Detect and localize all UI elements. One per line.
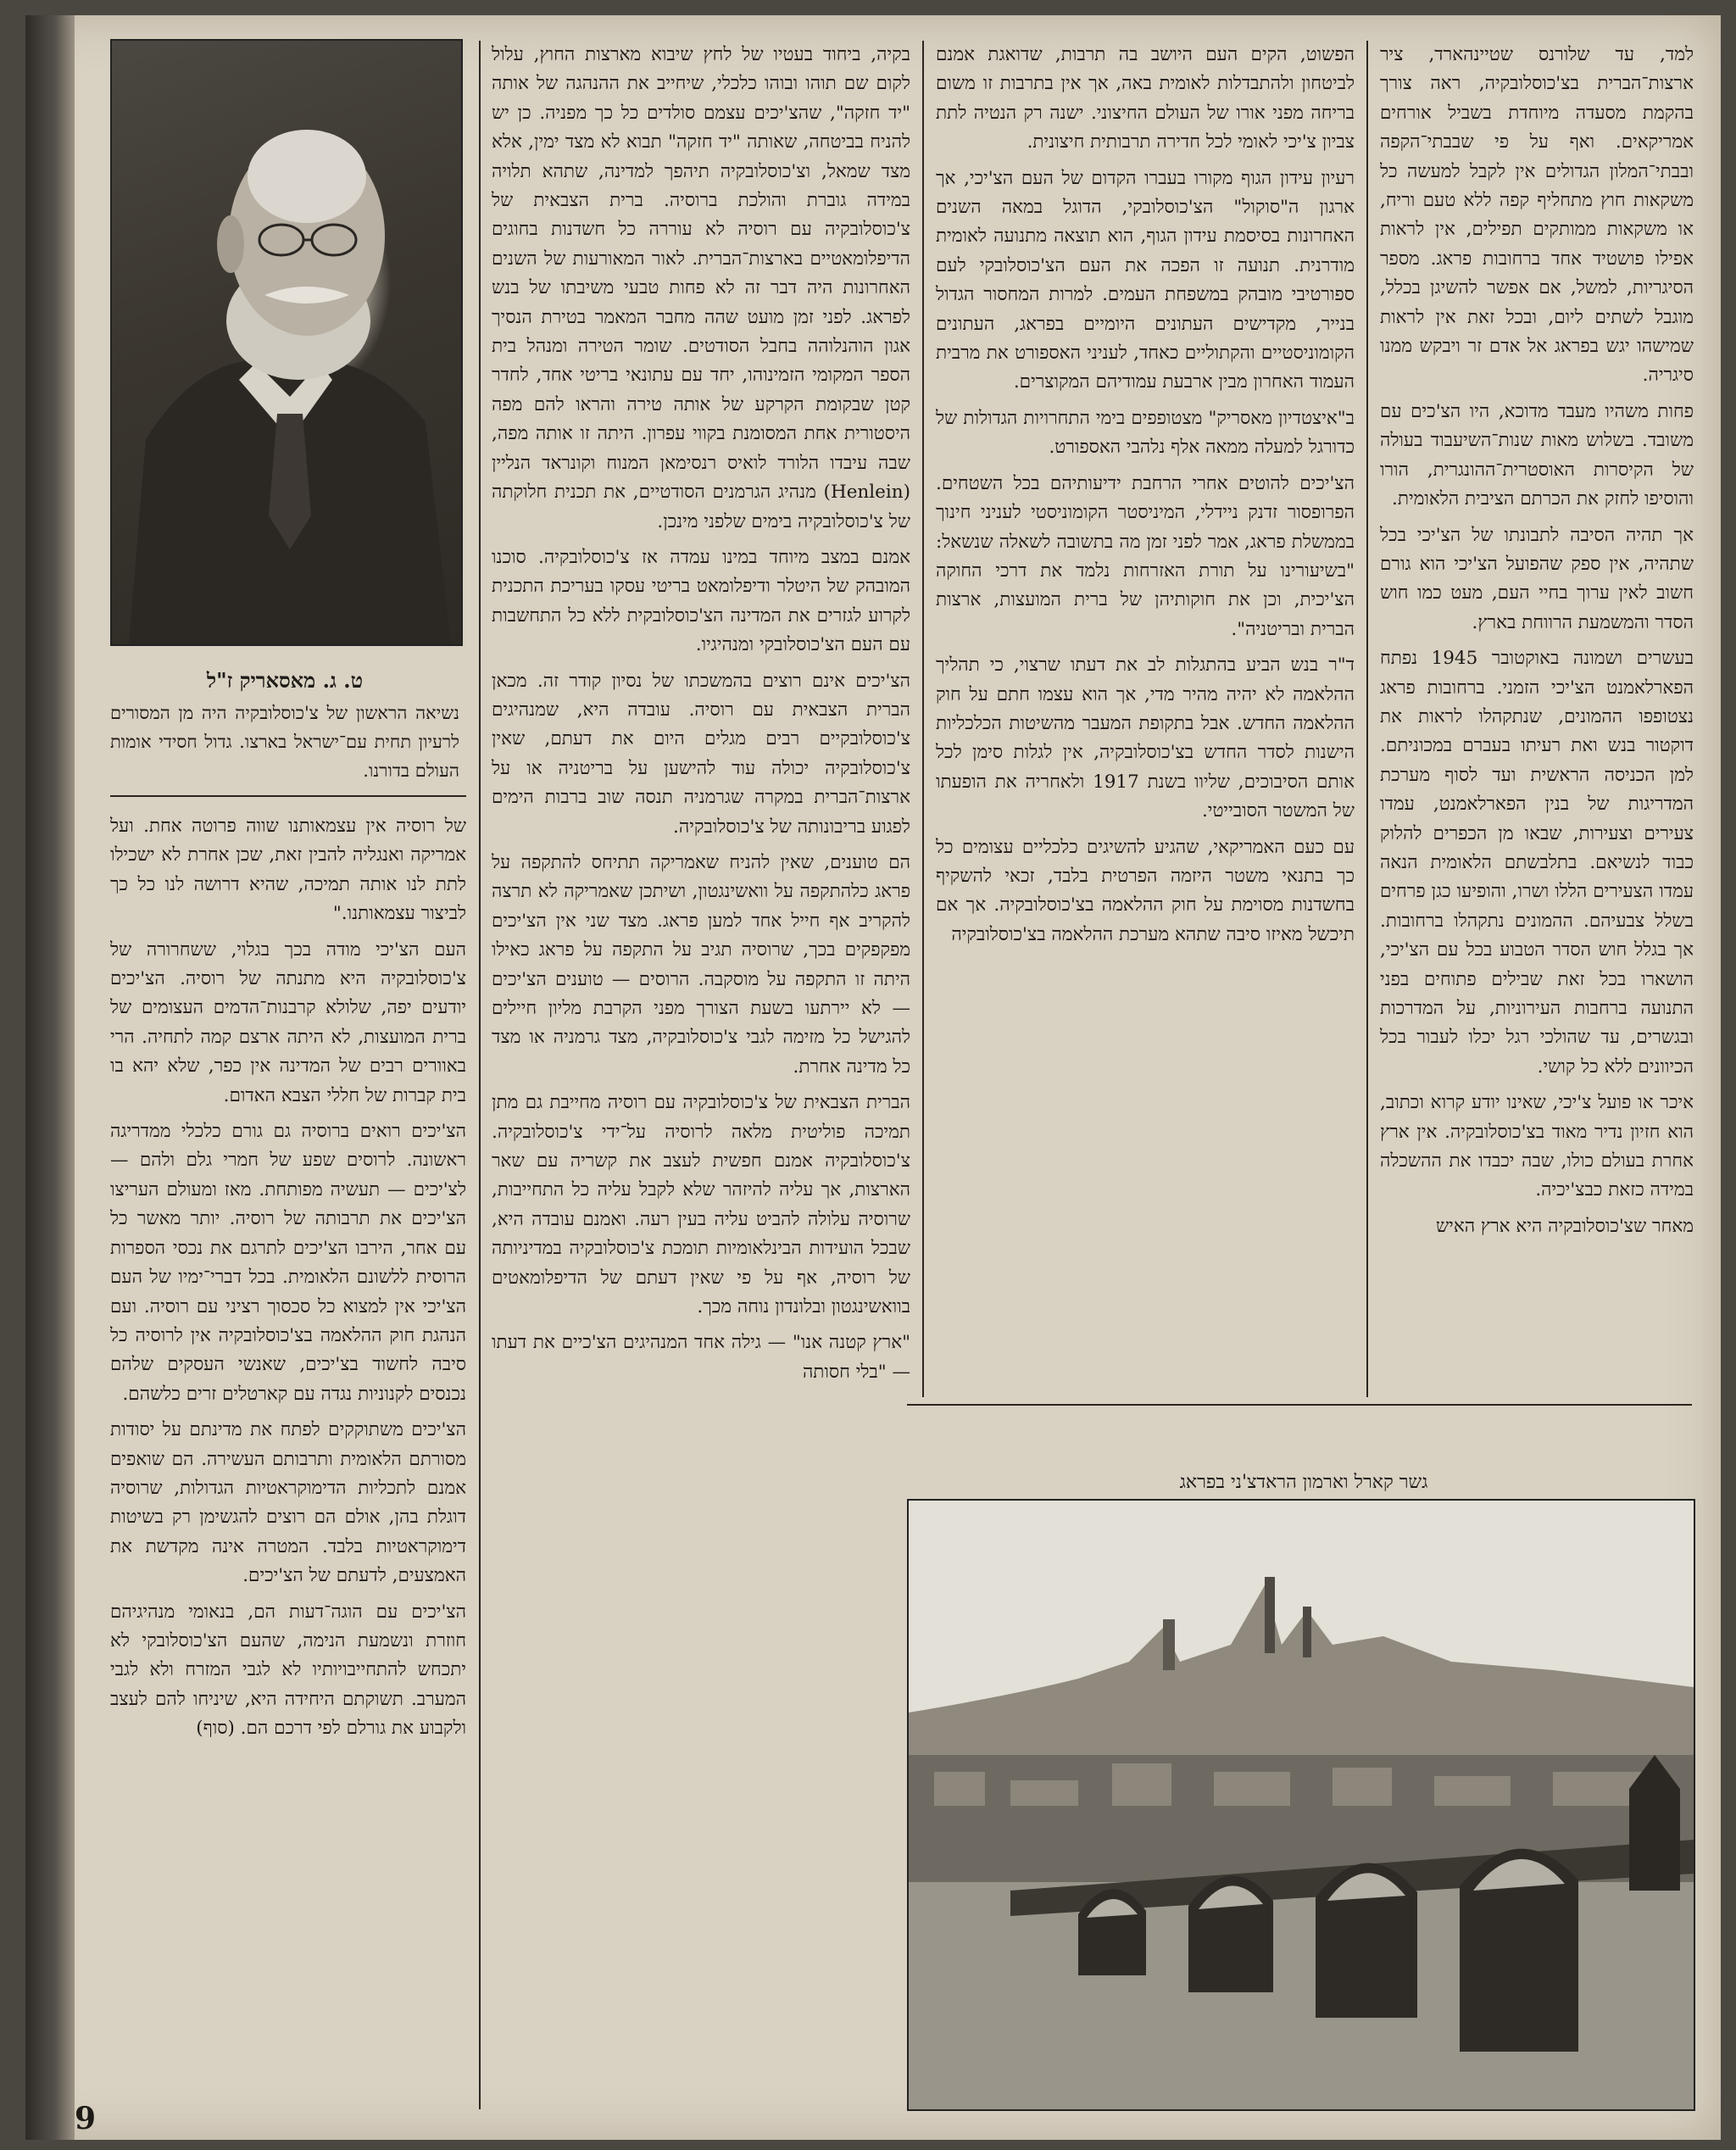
paragraph: פחות משהיו מעבד מדוכא, היו הצ'כים עם משובד. בשלוש מאות שנות־השיעבוד בעולה של הקיסרות האוסטרית־ההונגרית, הורו והוסיפו לחזק את הכרתם הציבית הלאומית. [1380,400,1694,510]
portrait-caption [110,668,459,785]
paragraph: של רוסיה אין עצמאותנו שווה פרוטה אחת. ועל אמריקה ואנגליה להבין זאת, שכן אחרת לא ישכילו לתת לנו אותה תמיכה, שהיא דרושה לנו כל כך לביצור עצמאותנו." [110,816,466,925]
paragraph: הצ'יכים משתוקקים לפתח את מדינתם על יסודות מסורתם הלאומית ותרבותם העשירה. הם שואפים אמנם לתכליות הדימוקראטיות הגדולות, שרוסיה דוגלת בהן, אולם הם רוצים להגשימן רק בשיטות דימוקראטיות בלבד. המטרה אינה מקדשת את האמצעים, לדעתם של הצ'יכים. [110,1419,466,1587]
column-rule-3 [479,41,481,2109]
paragraph: ד"ר בנש הביע בהתגלות לב את דעתו שרצוי, כי תהליך ההלאמה לא יהיה מהיר מדי, אך הוא עצמו חתם על חוק ההלאמה החדש. אבל בתקופת המעבר מהשיטות הכלכליות הישנות לסדר החדש בצ'כוסלובקיה, אין לגלות סימן לכל אותם הסיבוכים, שליוו בשנת 1917 ולאחריה את הופעתו של המשטר הסובייטי. [936,654,1355,822]
page-number: 9 [75,2101,97,2136]
paragraph: עם כעם האמריקאי, שהגיע להשיגים כלכליים עצומים כל כך בתנאי משטר היזמה הפרטית בלבד, זכאי להשקיף בחשדנות מסוימת על חוק ההלאמה בצ'כוסלובקיה. אך אם תיכשל מאיזו סיבה שתהא מערכת ההלאמה בצ'כוסלובקיה [936,836,1355,945]
paragraph: רעיון עידון הגוף מקורו בעברו הקדום של העם הצ'יכי, אך ארגון ה"סוקול" הצ'כוסלובקי, הדוגל במאה השנים האחרונות בסיסמת עידון הגוף, הוא תוצאה מתנועה לאומית מודרנית. תנועה זו הפכה את העם הצ'כוסלובקי לעם ספורטיבי מובהק במשפחת העמים. למרות המחסור הגדול בנייר, מקדישים העתונים היומיים בפראג, העתונים הקומוניסטיים והקתוליים כאחד, לעניני האספורט את מרבית העמוד האחרון מבין ארבעת עמודיהם המקוצרים. [936,167,1355,393]
photo-top-divider [907,1404,1692,1406]
caption-text: נשיאה הראשון של צ'כוסלובקיה היה מן המסורים לרעיון תחית עם־ישראל בארצו. גדול חסידי אומות העולם בדורנו. [110,703,459,781]
article-column-3 [492,41,910,2109]
column-rule-1 [1366,41,1368,1397]
paragraph: בעשרים ושמונה באוקטובר 1945 נפתח הפארלאמנט הצ'יכי הזמני. ברחובות פראג נצטופפו ההמונים, שנתקהלו לראות את דוקטור בנש ואת רעיתו בעברם במכוניתם. למן הכניסה הראשית ועד לסוף מערכת המדריגות של בנין הפארלאמנט, עמדו צעירים וצעירות, שבאו מן הכפרים להלוק כבוד לנשיאם. בתלבשתם הלאומית הנאה עמדו הצעירים הללו ושרו, והופיעו כגן פרחים בשלל צבעיהם. ההמונים נתקהלו ברחובות. אך בגלל חוש הסדר הטבוע בכל עם הצ'יכי, הושארו בכל זאת שבילים פתוחים בפני התנועה ברחבות העירוניות, על המדרכות ובגשרים, עד שהולכי רגל יכלו לעבור בכל הכיוונים ללא כל קושי. [1380,648,1694,1078]
paragraph: הברית הצבאית של צ'כוסלובקיה עם רוסיה מחייבת גם מתן תמיכה פוליטית מלאה לרוסיה על־ידי צ'כוסלובקיה. צ'כוסלובקיה אמנם חפשית לעצב את קשריה עם שאר הארצות, אך עליה להיזהר שלא לקבל עליה כל התחייבות, שרוסיה עלולה להביט עליה בעין רעה. ואמנם עובדה היא, שבכל הועידות הבינלאומיות תומכת צ'כוסלובקיה במדיניותה של רוסיה, אף על פי שאין דעתם של הדיפלומאטים בוואשינגטון ובלונדון נוחה מכך. [492,1092,910,1318]
portrait-photo-masaryk [110,39,463,646]
article-column-1 [1380,41,1694,1397]
paragraph: הצ'יכים רואים ברוסיה גם גורם כלכלי ממדריגה ראשונה. לרוסים שפע של חמרי גלם ולהם — לצ'יכים — תעשיה מפותחת. מאז ומעולם העריצו הצ'יכים את תרבותה של רוסיה. יותר מאשר כל עם אחר, הירבו הצ'יכים לתרגם את נכסי הספרות הרוסית ללשונם הלאומית. בכל דברי־ימיו של העם הצ'יכי אין למצוא כל סכסוך רציני עם רוסיה. ועם הנהגת חוק ההלאמה בצ'כוסלובקיה אין לרוסיה כל סיבה לחשוד בצ'יכים, שאנשי העסקים שלהם נכנסים לקנוניות נגדה עם קארטלים זרים כלשהם. [110,1121,466,1405]
portrait-illustration [112,41,461,644]
bridge-illustration [909,1501,1694,2109]
paragraph: הצ'יכים עם הוגה־דעות הם, בנאומי מנהיגיהם חוזרת ונשמעת הנימה, שהעם הצ'כוסלובקי לא יתכחש להתחייבויותיו לא לגבי המזרח ולא לגבי המערב. תשוקתם היחידה היא, שיניחו להם לעצב ולקבוע את גורלם לפי דרכם הם. (סוף) [110,1601,466,1740]
paragraph: אך תהיה הסיבה לתבונתו של הצ'יכי בכל שתהיה, אין ספק שהפועל הצ'יכי הוא גורם חשוב לאין ערוך בחיי העם, מעט כמו חוש הסדר והמשמעת הרווחת בארץ. [1380,524,1694,633]
article-column-2 [936,41,1355,1397]
caption-name: ט. ג. מאסאריק ז"ל [206,668,364,693]
column-rule-2 [922,41,924,1397]
article-column-4 [110,812,466,2092]
paragraph: "ארץ קטנה אנו" — גילה אחד המנהיגים הצ'כיים את דעתו — "בלי חסותה [492,1332,910,1383]
paragraph: בקיה, ביחוד בעטיו של לחץ שיבוא מארצות החוץ, עלול לקום שם תוהו ובוהו כלכלי, שיחייב את ההנהגה של אותה "יד חזקה", שהצ'יכים עצמם סולדים כל כך מפניה. כן יש להניח בביטחה, שאותה "יד חזקה" תבוא לא מצד ימין, אלא מצד שמאל, וצ'כוסלובקיה תיהפך למדינה, שתהא תלויה במידה גוברת והולכת ברוסיה. ברית הצבאית של צ'כוסלובקיה עם רוסיה לא עוררה כל חשדנות בחוגים הדיפלומאטיים בארצות־הברית. לאור המאורעות של השנים האחרונות היה דבר זה לא פחות טבעי משיבתו של בנש לפראג. לפני זמן מועט שהה מחבר המאמר בטירת הנסיך אגון הוהנלוהה בחבל הסודטים. שומר הטירה ומנהל בית הספר המקומי הזמינוהו, יחד עם עתונאי בריטי אחד, לחדר קטן שבקומת הקרקע של אותה טירה והראו להם מפה היסטורית אחת המסומנת בקווי עפרון. היתה זו אותה מפה, שבה עיבדו הלורד לואיס רנסימאן המנוח וקונראד הנליין (Henlein) מנהיג הגרמנים הסודטיים, את תכנית חלוקתה של צ'כוסלובקיה בימים שלפני מינכן. [492,44,910,532]
paragraph: איכר או פועל צ'יכי, שאינו יודע קרוא וכתוב, הוא חזיון נדיר מאוד בצ'כוסלובקיה. אין ארץ אחרת בעולם כולו, שבה יכבדו את ההשכלה במידה כזאת כבצ'יכיה. [1380,1092,1694,1201]
binding-spine [25,15,75,2140]
paragraph: אמנם במצב מיוחד במינו עמדה אז צ'כוסלובקיה. סוכנו המובהק של היטלר ודיפלומאט בריטי עסקו בעריכת התכנית לקרוע לגזרים את המדינה הצ'כוסלובקית ללא כל התחשבות עם העם הצ'כוסלובקי ומנהיגיו. [492,546,910,656]
paragraph: מאחר שצ'כוסלובקיה היא ארץ האיש [1435,1215,1694,1237]
paragraph: העם הצ'יכי מודה בכך בגלוי, ששחרורה של צ'כוסלובקיה היא מתנתה של רוסיה. הצ'יכים יודעים יפה, שלולא קרבנות־הדמים העצומים של ברית המועצות, לא היתה ארצם קמה לתחיה. הרי באוורים רבים של המדינה אין כפר, שלא יהא בו בית קברות של חללי הצבא האדום. [110,939,466,1106]
charles-bridge-photo [907,1499,1695,2111]
magazine-page [25,15,1721,2140]
paragraph: הפשוט, הקים העם היושב בה תרבות, שדואגת אמנם לביטחון ולהתבדלות לאומית באה, אך אין בתרבות זו משום בריחה מפני אורו של העולם החיצוני. ישנה רק הנטיה לתת צביון צ'יכי לאומי לכל חדירה תרבותית חיצונית. [936,44,1355,153]
paragraph: הצ'יכים אינם רוצים בהמשכתו של נסיון קודר זה. מכאן הברית הצבאית עם רוסיה. עובדה היא, שמנהיגים צ'כוסלובקיים רבים מגלים היום את דעתם, שאין צ'כוסלובקיה יכולה עוד להישען על בריטניה או על ארצות־הברית במקרה שגרמניה תנסה שוב ברבות הימים לפגוע בריבונותה של צ'כוסלובקיה. [492,670,910,838]
paragraph: הצ'יכים להוטים אחרי הרחבת ידיעותיהם בכל השטחים. הפרופסור זדנק ניידלי, המיניסטר הקומוניסטי לעניני חינוך בממשלת פראג, אמר לפני זמן מה בתשובה לשאלה שנשאל: "בשיעורינו על תורת האזרחות נלמד את דרכי החוקה הצ'יכית, וכן את חוקותיהן של ברית המועצות, ארצות הברית ובריטניה". [936,472,1355,640]
paragraph: הם טוענים, שאין להניח שאמריקה תתיחס להתקפה על פראג כלהתקפה על וואשינגטון, ושיתכן שאמריקה לא תרצה להקריב אף חייל אחד למען פראג. מצד שני אין הצ'יכים מפקפקים בכך, שרוסיה תגיב על התקפה על פראג כאילו היתה זו התקפה על מוסקבה. הרוסים — טוענים הצ'יכים — לא יירתעו בשעת הצורך מפני הקרבת מליון חיילים להגישל כל מזימה לגבי צ'כוסלובקיה, מצד גרמניה או מצד כל מדינה אחרת. [492,851,910,1078]
paragraph: ב"איצטדיון מאסריק" מצטופפים בימי התחרויות הגדולות של כדורגל למעלה ממאה אלף נלהבי האספורט. [936,407,1355,459]
bridge-photo-caption: גשר קארל וארמון הראדצ'ני בפראג [1179,1472,1428,1493]
paragraph: למד, עד שלורנס שטיינהארד, ציר ארצות־הברית בצ'כוסלובקיה, ראה צורך בהקמת מסעדה מיוחדת בשביל אורחים אמריקאים. ואף על פי שבבתי־הקפה ובבתי־המלון הגדולים אין לקבל למעשה כל משקאות חוץ מתחליף קפה ללא טעם וריח, או משקאות ממותקים תפילים, אין לראות אפילו פושטיד אחד ברחובות פראג. מספר הסיגריות, למשל, אם אפשר להשיגן בכלל, מוגבל לשתים ליום, ובכל זאת אין לראות שמישהו יגש בפראג אל אדם זר ויבקש ממנו סיגריה. [1380,44,1694,387]
caption-divider [110,795,466,797]
